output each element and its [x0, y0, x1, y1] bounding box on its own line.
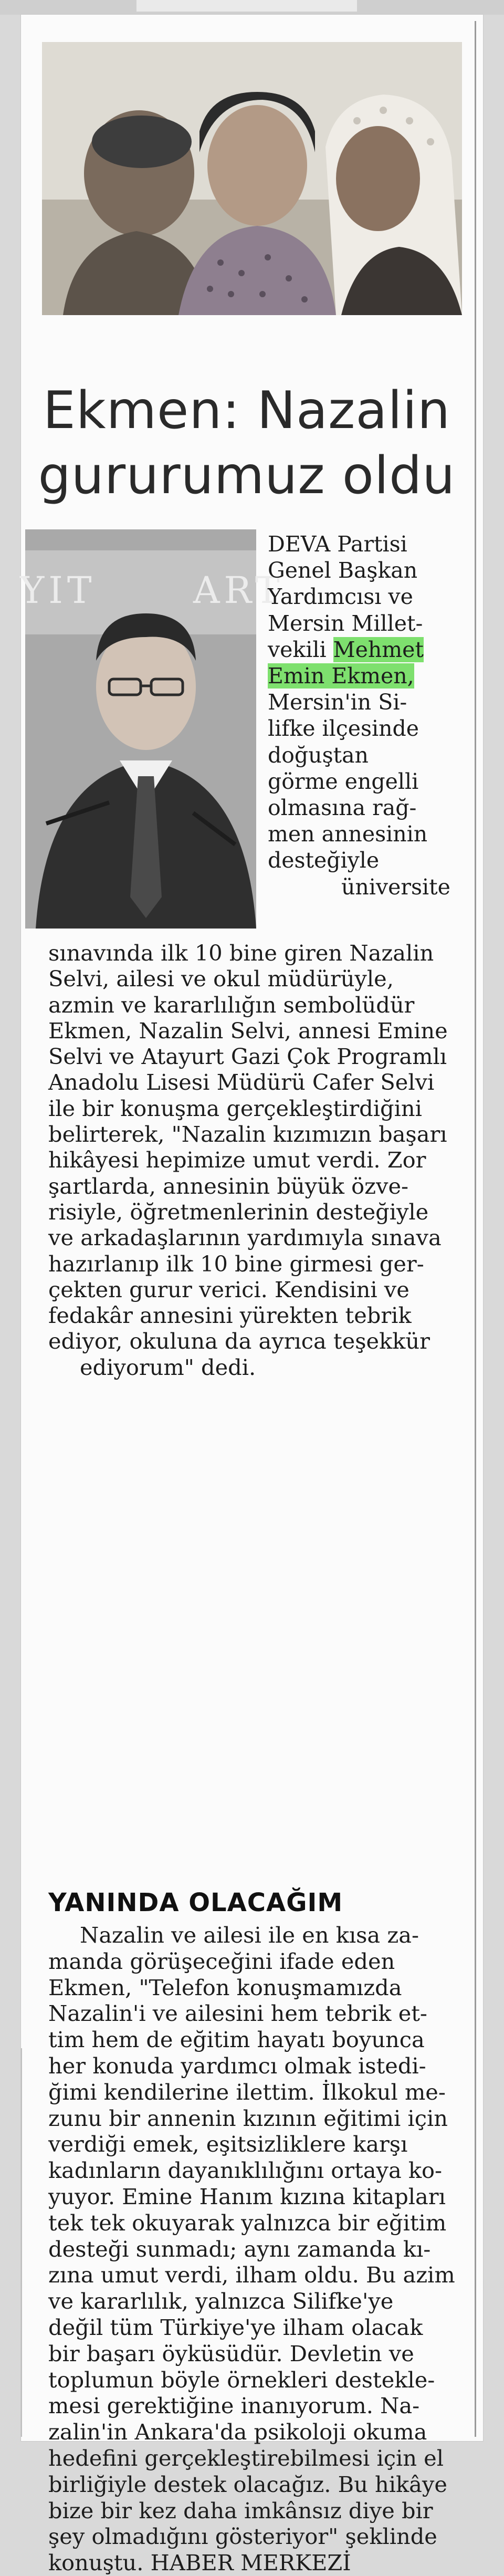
body-line: ediyorum" dedi. [80, 1354, 256, 1380]
headline-line-1: Ekmen: Nazalin [43, 381, 451, 441]
section2-line: verdiği emek, eşitsizliklere karşı [48, 2131, 408, 2157]
body-line: Selvi ve Atayurt Gazi Çok Programlı [48, 1044, 447, 1070]
body-line: Anadolu Lisesi Müdürü Cafer Selvi [48, 1069, 435, 1096]
previous-clipping-edge [136, 0, 357, 12]
section2-line: tim hem de eğitim hayatı boyunca [48, 2027, 425, 2053]
section2-line: kadınların dayanıklılığını ortaya ko- [48, 2157, 443, 2184]
section2-line: birliğiyle destek olacağız. Bu hikâye [48, 2471, 447, 2497]
intro-line: men annesinin [268, 821, 428, 847]
intro-line: doğuştan [268, 742, 369, 768]
section2-line: hedefini gerçekleştirebilmesi için el [48, 2445, 444, 2471]
portrait-illustration [20, 529, 284, 929]
section2-line: mesi gerektiğine inanıyorum. Na- [48, 2393, 420, 2419]
section2-line: konuştu. HABER MERKEZİ [48, 2550, 351, 2576]
body-line: Ekmen, Nazalin Selvi, annesi Emine [48, 1017, 448, 1044]
section2-column [48, 1922, 459, 2576]
intro-line: görme engelli [268, 768, 419, 794]
intro-line: lifke ilçesinde [268, 716, 419, 742]
intro-line: Mersin'in Si- [268, 690, 407, 715]
body-line: hazırlanıp ilk 10 bine girmesi ger- [48, 1250, 424, 1277]
intro-line: olmasına rağ- [268, 795, 417, 821]
body-line: ile bir konuşma gerçekleştirdiğini [48, 1095, 422, 1121]
section2-line: bir başarı öyküsüdür. Devletin ve [48, 2340, 414, 2366]
column-rule-right [475, 21, 476, 2437]
body-line: ve arkadaşlarının yardımıyla sınava [48, 1225, 442, 1251]
body-line: şartlarda, annesinin büyük özve- [48, 1173, 409, 1199]
section2-line: Nazalin'i ve ailesini hem tebrik et- [48, 2000, 427, 2027]
headline [26, 378, 467, 508]
intro-line: Mersin Millet- [268, 610, 423, 636]
section2-line: Ekmen, "Telefon konuşmamızda [48, 1974, 402, 2000]
section2-line: her konuda yardımcı olmak istedi- [48, 2052, 426, 2079]
body-line: azmin ve kararlılığın sembolüdür [48, 992, 415, 1018]
body-line: belirterek, "Nazalin kızımızın başarı [48, 1121, 447, 1148]
body-line: risiyle, öğretmenlerinin desteğiyle [48, 1198, 429, 1225]
section2-line: Nazalin ve ailesi ile en kısa za- [80, 1922, 419, 1948]
section2-line: zına umut verdi, ilham oldu. Bu azim [48, 2262, 455, 2288]
highlighted-name-first: Mehmet [333, 637, 424, 662]
svg-text:ART: ART [193, 569, 284, 612]
section2-line: ve kararlılık, yalnızca Silifke'ye [48, 2288, 394, 2314]
section2-line: şey olmadığını gösteriyor" şeklinde [48, 2523, 437, 2550]
portrait-photo-ekmen [20, 529, 284, 929]
section2-line: değil tüm Türkiye'ye ilham olacak [48, 2314, 423, 2340]
news-photo-family [42, 42, 462, 315]
intro-column [268, 531, 450, 900]
family-photo-illustration [42, 42, 462, 315]
intro-line: Genel Başkan [268, 558, 418, 583]
section2-line: zunu bir annenin kızının eğitimi için [48, 2105, 448, 2131]
section2-line: zalin'in Ankara'da psikoloji okuma [48, 2419, 427, 2445]
highlighted-name-rest: Emin Ekmen, [268, 663, 414, 689]
body-line: ediyor, okuluna da ayrıca teşekkür [48, 1328, 430, 1354]
column-rule-left [21, 2048, 22, 2437]
body-line: çekten gurur verici. Kendisini ve [48, 1276, 410, 1302]
headline-line-2: gururumuz oldu [38, 446, 456, 506]
body-line: fedakâr annesini yürekten tebrik [48, 1302, 412, 1329]
body-column [48, 940, 459, 1380]
intro-text: vekili [268, 637, 333, 662]
section2-line: desteği sunmadı; aynı zamanda kı- [48, 2236, 431, 2262]
intro-line [268, 637, 441, 663]
top-scrap [0, 0, 504, 15]
intro-line: Yardımcısı ve [268, 584, 413, 610]
body-line: Selvi, ailesi ve okul müdürüyle, [48, 966, 394, 992]
body-line: hikâyesi hepimize umut verdi. Zor [48, 1147, 426, 1173]
section2-line: yuyor. Emine Hanım kızına kitapları [48, 2183, 446, 2209]
intro-line: üniversite [341, 874, 450, 900]
section2-line: bize bir kez daha imkânsız diye bir [48, 2497, 433, 2523]
subheading: YANINDA OLACAĞIM [48, 1888, 343, 1917]
section2-line: ğimi kendilerine ilettim. İlkokul me- [48, 2079, 446, 2105]
intro-line [268, 663, 441, 689]
section2-line: manda görüşeceğini ifade eden [48, 1948, 395, 1974]
intro-line: desteğiyle [268, 848, 380, 873]
section2-line: toplumun böyle örnekleri destekle- [48, 2366, 435, 2393]
section2-line: tek tek okuyarak yalnızca bir eğitim [48, 2209, 447, 2236]
svg-text:YIT: YIT [20, 569, 96, 612]
intro-line: DEVA Partisi [268, 531, 407, 557]
body-line: sınavında ilk 10 bine giren Nazalin [48, 940, 434, 966]
